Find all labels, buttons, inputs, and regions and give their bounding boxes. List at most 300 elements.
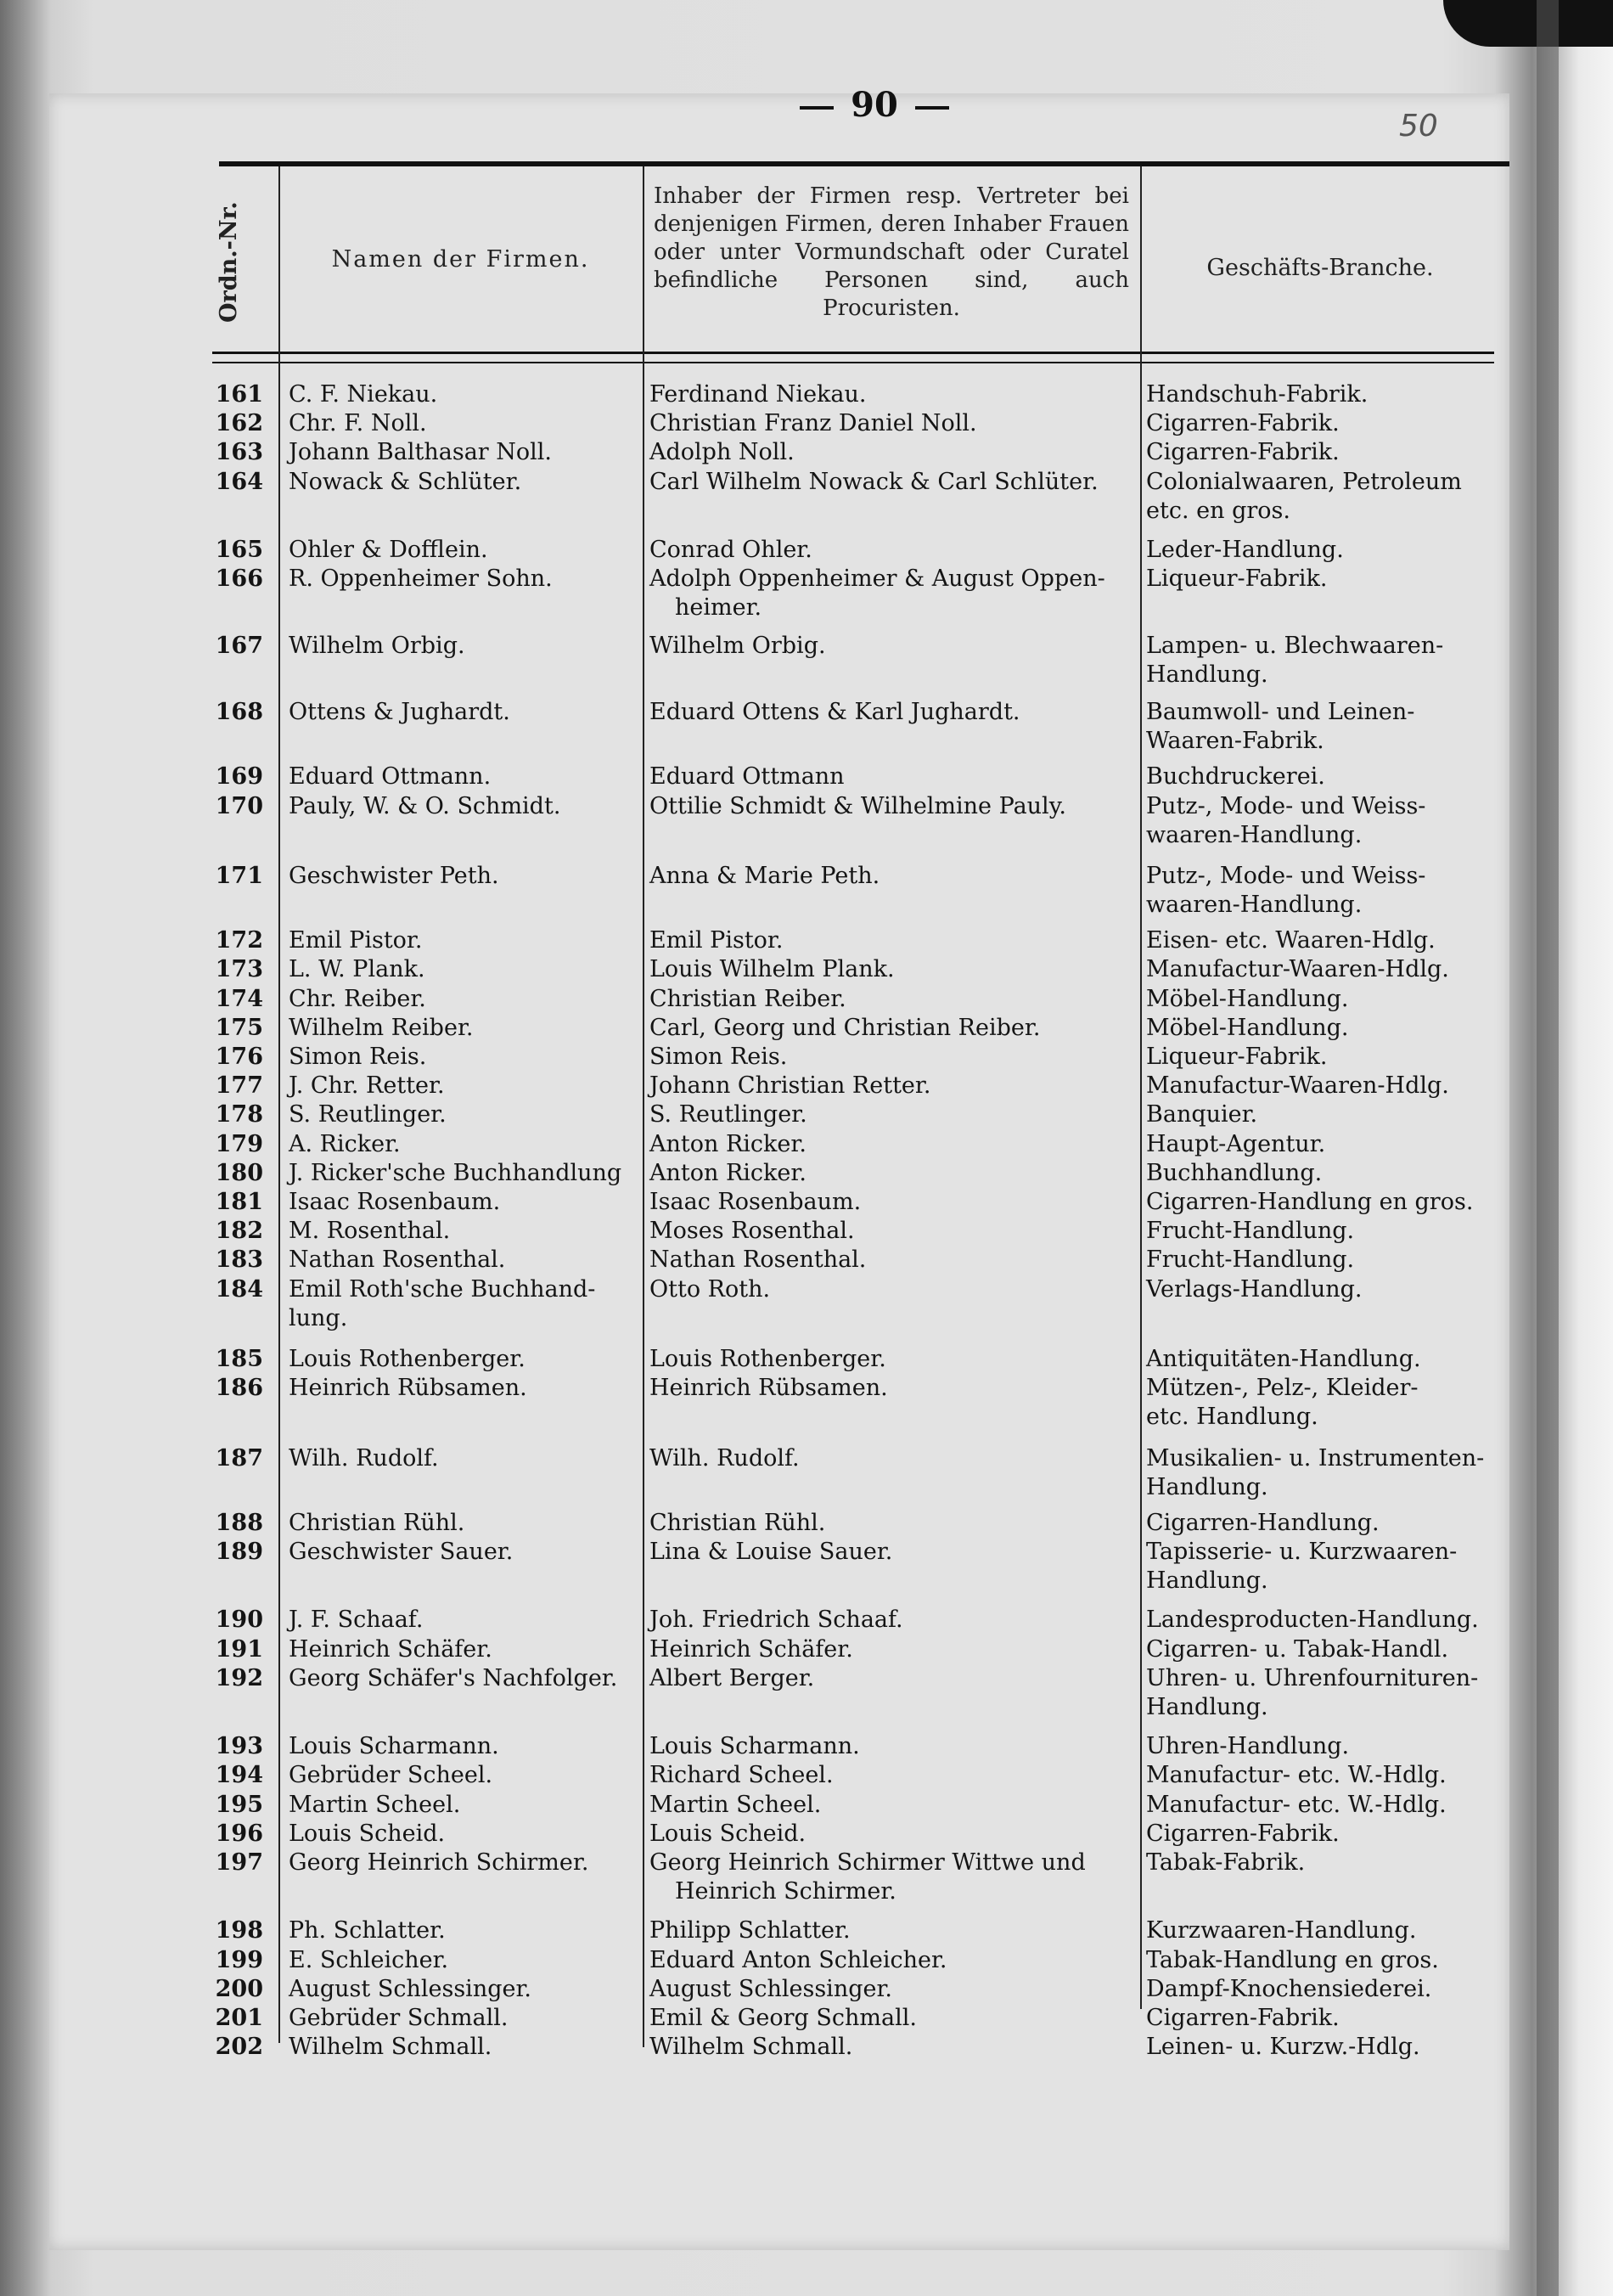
firm-name [289, 1916, 637, 1945]
owner-name-line: Louis Wilhelm Plank. [649, 956, 895, 983]
business-branch [1146, 1946, 1494, 1975]
firm-name-line: Louis Scheid. [289, 1820, 446, 1847]
table-row [170, 1606, 1494, 1635]
firm-name [289, 409, 637, 438]
firm-name [289, 1664, 637, 1693]
row-number: 170 [215, 792, 263, 819]
business-branch-line: Cigarren-Handlung en gros. [1146, 1188, 1474, 1215]
firm-name-line: Nathan Rosenthal. [289, 1246, 506, 1274]
table-row [170, 438, 1494, 467]
business-branch-line: waaren-Handlung. [1146, 891, 1363, 918]
owner-name [649, 1374, 1146, 1403]
business-branch [1146, 1275, 1494, 1304]
firm-name-line: Wilhelm Reiber. [289, 1014, 474, 1041]
column-header-branch: Geschäfts-Branche. [1206, 255, 1434, 281]
row-number: 194 [215, 1762, 263, 1789]
owner-name [649, 698, 1146, 727]
row-number: 162 [215, 410, 263, 437]
owner-name [649, 1732, 1146, 1761]
firm-name-line: J. Ricker'sche Buchhandlung [289, 1159, 622, 1186]
firm-register-table [170, 380, 1494, 2062]
business-branch-line: Frucht-Handlung. [1146, 1246, 1355, 1274]
column-header-ordn: Ordn.-Nr. [216, 201, 242, 323]
business-branch [1146, 1130, 1494, 1159]
header-double-rule [212, 352, 1494, 354]
business-branch [1146, 763, 1494, 791]
firm-name-line: Georg Schäfer's Nachfolger. [289, 1664, 618, 1691]
business-branch-line: Banquier. [1146, 1101, 1258, 1128]
row-number: 179 [215, 1130, 263, 1157]
business-branch-line: Handlung. [1146, 1567, 1268, 1595]
owner-name [649, 565, 1146, 622]
business-branch-line: Manufactur-Waaren-Hdlg. [1146, 956, 1449, 983]
firm-name [289, 985, 637, 1014]
business-branch-line: Buchhandlung. [1146, 1159, 1323, 1186]
business-branch-line: Antiquitäten-Handlung. [1146, 1345, 1421, 1372]
firm-name-line: Wilhelm Schmall. [289, 2034, 492, 2061]
firm-name [289, 698, 637, 727]
firm-name [289, 1217, 637, 1246]
business-branch [1146, 1538, 1494, 1595]
business-branch-line: Liqueur-Fabrik. [1146, 1044, 1328, 1071]
firm-name [289, 1043, 637, 1072]
owner-name-line: Carl, Georg und Christian Reiber. [649, 1014, 1041, 1041]
firm-name-line: August Schlessinger. [289, 1975, 531, 2002]
firm-name-line: lung. [289, 1304, 348, 1331]
firm-name-line: C. F. Niekau. [289, 381, 438, 408]
business-branch [1146, 536, 1494, 565]
owner-name-line: Simon Reis. [649, 1044, 788, 1071]
business-branch [1146, 2004, 1494, 2033]
firm-name-line: J. Chr. Retter. [289, 1072, 445, 1100]
business-branch-line: Kurzwaaren-Handlung. [1146, 1917, 1417, 1944]
business-branch-line: Frucht-Handlung. [1146, 1218, 1355, 1245]
owner-name-line: Wilhelm Schmall. [649, 2034, 853, 2061]
owner-name-line: Christian Rühl. [649, 1509, 826, 1536]
table-row [170, 1246, 1494, 1275]
business-branch [1146, 1188, 1494, 1217]
business-branch-line: Musikalien- u. Instrumenten- [1146, 1444, 1485, 1472]
owner-name-line: Anna & Marie Peth. [649, 862, 880, 889]
business-branch [1146, 380, 1494, 409]
business-branch-line: etc. Handlung. [1146, 1404, 1318, 1431]
firm-name-line: M. Rosenthal. [289, 1218, 451, 1245]
table-row [170, 1975, 1494, 2004]
owner-name [649, 1975, 1146, 2004]
owner-name-line: Georg Heinrich Schirmer Wittwe und [649, 1849, 1086, 1876]
firm-name [289, 565, 637, 594]
business-branch-line: Putz-, Mode- und Weiss- [1146, 862, 1426, 889]
owner-name [649, 1043, 1146, 1072]
table-row [170, 1159, 1494, 1188]
owner-name [649, 1345, 1146, 1374]
firm-name-line: Nowack & Schlüter. [289, 468, 522, 495]
firm-name-line: E. Schleicher. [289, 1946, 449, 1973]
table-row [170, 468, 1494, 526]
row-number: 185 [215, 1345, 263, 1372]
business-branch-line: Tabak-Handlung en gros. [1146, 1946, 1439, 1973]
owner-name [649, 409, 1146, 438]
table-row [170, 1849, 1494, 1906]
owner-name-line: Otto Roth. [649, 1275, 771, 1303]
table-row [170, 985, 1494, 1014]
owner-name [649, 1849, 1146, 1906]
row-number: 172 [215, 927, 263, 954]
firm-name-line: Gebrüder Schmall. [289, 2004, 509, 2031]
business-branch-line: Colonialwaaren, Petroleum [1146, 468, 1462, 495]
firm-name-line: Chr. F. Noll. [289, 410, 427, 437]
firm-name [289, 1444, 637, 1473]
business-branch-line: Leder-Handlung. [1146, 536, 1344, 563]
firm-name [289, 1100, 637, 1129]
firm-name-line: Emil Pistor. [289, 927, 423, 954]
firm-name-line: Louis Scharmann. [289, 1733, 499, 1760]
business-branch [1146, 632, 1494, 689]
row-number: 192 [215, 1664, 263, 1691]
table-row [170, 1444, 1494, 1502]
row-number: 171 [215, 862, 263, 889]
owner-name-line: Martin Scheel. [649, 1791, 822, 1818]
owner-name-line: Ferdinand Niekau. [649, 381, 867, 408]
business-branch [1146, 468, 1494, 526]
business-branch [1146, 1635, 1494, 1664]
row-number: 178 [215, 1101, 263, 1128]
table-row [170, 1509, 1494, 1538]
row-number: 202 [215, 2034, 263, 2061]
row-number: 197 [215, 1849, 263, 1876]
owner-name-line: Joh. Friedrich Schaaf. [649, 1607, 903, 1634]
table-row [170, 1188, 1494, 1217]
bookmark-thread [1443, 0, 1613, 47]
table-row [170, 1791, 1494, 1820]
owner-name [649, 862, 1146, 891]
owner-name-line: Christian Franz Daniel Noll. [649, 410, 977, 437]
row-number: 187 [215, 1444, 263, 1472]
owner-name [649, 632, 1146, 661]
owner-name [649, 1444, 1146, 1473]
table-top-rule [219, 161, 1509, 166]
firm-name [289, 763, 637, 791]
owner-name-line: Louis Scheid. [649, 1820, 806, 1847]
firm-name-line: Geschwister Peth. [289, 862, 499, 889]
business-branch [1146, 1849, 1494, 1877]
firm-name [289, 1946, 637, 1975]
firm-name-line: Gebrüder Scheel. [289, 1762, 493, 1789]
firm-name-line: Eduard Ottmann. [289, 763, 492, 791]
table-row [170, 1130, 1494, 1159]
firm-name [289, 1849, 637, 1877]
business-branch-line: Handschuh-Fabrik. [1146, 381, 1369, 408]
business-branch [1146, 1916, 1494, 1945]
firm-name [289, 1509, 637, 1538]
page-number-header [764, 85, 985, 136]
row-number: 184 [215, 1275, 263, 1303]
firm-name [289, 1130, 637, 1159]
table-row [170, 1761, 1494, 1790]
business-branch-line: Manufactur-Waaren-Hdlg. [1146, 1072, 1449, 1100]
owner-name-line: Adolph Oppenheimer & August Oppen- [649, 566, 1105, 593]
business-branch [1146, 1606, 1494, 1635]
row-number: 166 [215, 566, 263, 593]
table-row [170, 763, 1494, 791]
firm-name-line: Heinrich Rübsamen. [289, 1375, 527, 1402]
firm-name-line: Chr. Reiber. [289, 985, 426, 1012]
firm-name [289, 1791, 637, 1820]
row-number: 169 [215, 763, 263, 791]
firm-name-line: Simon Reis. [289, 1044, 427, 1071]
owner-name [649, 1606, 1146, 1635]
owner-name [649, 2004, 1146, 2033]
firm-name-line: Emil Roth'sche Buchhand- [289, 1275, 596, 1303]
row-number: 195 [215, 1791, 263, 1818]
business-branch-line: Uhren- u. Uhrenfournituren- [1146, 1664, 1479, 1691]
page-number: 90 [851, 85, 898, 125]
firm-name [289, 926, 637, 955]
owner-name [649, 1761, 1146, 1790]
owner-name [649, 1014, 1146, 1043]
firm-name [289, 2004, 637, 2033]
business-branch-line: Liqueur-Fabrik. [1146, 566, 1328, 593]
table-row [170, 409, 1494, 438]
table-row [170, 1100, 1494, 1129]
business-branch-line: Verlags-Handlung. [1146, 1275, 1363, 1303]
business-branch [1146, 1072, 1494, 1100]
business-branch-line: Lampen- u. Blechwaaren- [1146, 632, 1444, 659]
owner-name-line: Eduard Ottens & Karl Jughardt. [649, 698, 1020, 725]
business-branch-line: Möbel-Handlung. [1146, 1014, 1349, 1041]
firm-name-line: L. W. Plank. [289, 956, 425, 983]
business-branch-line: Cigarren-Fabrik. [1146, 439, 1340, 466]
table-row [170, 1014, 1494, 1043]
header-double-rule-lower [212, 362, 1494, 363]
firm-name-line: A. Ricker. [289, 1130, 401, 1157]
business-branch [1146, 565, 1494, 594]
owner-name-line: Eduard Ottmann [649, 763, 845, 791]
business-branch-line: Manufactur- etc. W.-Hdlg. [1146, 1762, 1447, 1789]
business-branch [1146, 1975, 1494, 2004]
row-number: 201 [215, 2004, 263, 2031]
business-branch [1146, 1246, 1494, 1275]
table-row [170, 698, 1494, 756]
owner-name-line: Emil & Georg Schmall. [649, 2004, 917, 2031]
firm-name-line: Isaac Rosenbaum. [289, 1188, 501, 1215]
firm-name [289, 1072, 637, 1100]
row-number: 168 [215, 698, 263, 725]
business-branch-line: Tabak-Fabrik. [1146, 1849, 1306, 1876]
row-number: 200 [215, 1975, 263, 2002]
owner-name [649, 1217, 1146, 1246]
table-row [170, 862, 1494, 920]
business-branch-line: Handlung. [1146, 1693, 1268, 1720]
firm-name [289, 1732, 637, 1761]
business-branch-line: Cigarren- u. Tabak-Handl. [1146, 1635, 1449, 1663]
column-header-owner: Inhaber der Firmen resp. Vertreter bei denjenigen Firmen, deren Inhaber Frauen oder unter Vormundschaft oder Curatel befindliche Personen sind, auch Procuristen. [654, 183, 1129, 321]
row-number: 165 [215, 536, 263, 563]
owner-name-line: Lina & Louise Sauer. [649, 1539, 893, 1566]
firm-name [289, 1188, 637, 1217]
table-row [170, 1043, 1494, 1072]
firm-name-line: Christian Rühl. [289, 1509, 465, 1536]
business-branch-line: Putz-, Mode- und Weiss- [1146, 792, 1426, 819]
owner-name-line: Isaac Rosenbaum. [649, 1188, 862, 1215]
business-branch-line: Eisen- etc. Waaren-Hdlg. [1146, 927, 1436, 954]
business-branch-line: Haupt-Agentur. [1146, 1130, 1326, 1157]
table-row [170, 1374, 1494, 1432]
business-branch [1146, 862, 1494, 920]
firm-name-line: Heinrich Schäfer. [289, 1635, 492, 1663]
firm-name [289, 1606, 637, 1635]
business-branch [1146, 792, 1494, 850]
table-row [170, 2033, 1494, 2062]
business-branch [1146, 1444, 1494, 1502]
business-branch [1146, 926, 1494, 955]
firm-name-line: Louis Rothenberger. [289, 1345, 525, 1372]
owner-name [649, 1791, 1146, 1820]
owner-name [649, 763, 1146, 791]
owner-name-line: Louis Rothenberger. [649, 1345, 886, 1372]
owner-name [649, 1246, 1146, 1275]
firm-name-line: R. Oppenheimer Sohn. [289, 566, 553, 593]
firm-name-line: Wilh. Rudolf. [289, 1444, 439, 1472]
table-row [170, 2004, 1494, 2033]
row-number: 188 [215, 1509, 263, 1536]
row-number: 182 [215, 1218, 263, 1245]
firm-name-line: Wilhelm Orbig. [289, 632, 465, 659]
row-number: 164 [215, 468, 263, 495]
table-row [170, 1916, 1494, 1945]
owner-name [649, 380, 1146, 409]
firm-name [289, 1159, 637, 1188]
owner-name [649, 1188, 1146, 1217]
table-row [170, 565, 1494, 622]
owner-name-line: Moses Rosenthal. [649, 1218, 855, 1245]
firm-name [289, 792, 637, 821]
row-number: 180 [215, 1159, 263, 1186]
firm-name [289, 1014, 637, 1043]
owner-name-line: S. Reutlinger. [649, 1101, 807, 1128]
business-branch-line: Buchdruckerei. [1146, 763, 1325, 791]
business-branch [1146, 955, 1494, 984]
business-branch [1146, 1509, 1494, 1538]
owner-name-line: August Schlessinger. [649, 1975, 892, 2002]
firm-name [289, 632, 637, 661]
table-row [170, 380, 1494, 409]
business-branch [1146, 1761, 1494, 1790]
owner-name-line: Conrad Ohler. [649, 536, 812, 563]
owner-name [649, 1509, 1146, 1538]
business-branch-line: Handlung. [1146, 1473, 1268, 1500]
owner-name-line: Louis Scharmann. [649, 1733, 860, 1760]
owner-name [649, 536, 1146, 565]
owner-name [649, 468, 1146, 497]
business-branch [1146, 1732, 1494, 1761]
firm-name-line: S. Reutlinger. [289, 1101, 447, 1128]
business-branch-line: Dampf-Knochensiederei. [1146, 1975, 1432, 2002]
owner-name [649, 438, 1146, 467]
business-branch-line: etc. en gros. [1146, 497, 1290, 524]
firm-name-line: Georg Heinrich Schirmer. [289, 1849, 589, 1876]
owner-name-line: Wilhelm Orbig. [649, 632, 826, 659]
firm-name [289, 1345, 637, 1374]
firm-name [289, 438, 637, 467]
table-row [170, 632, 1494, 689]
firm-name [289, 1820, 637, 1849]
firm-name [289, 1275, 637, 1333]
table-row [170, 1820, 1494, 1849]
firm-name [289, 1538, 637, 1567]
business-branch-line: waaren-Handlung. [1146, 821, 1363, 848]
firm-name-line: Johann Balthasar Noll. [289, 439, 553, 466]
business-branch [1146, 438, 1494, 467]
business-branch [1146, 1100, 1494, 1129]
row-number: 175 [215, 1014, 263, 1041]
business-branch [1146, 1159, 1494, 1188]
row-number: 167 [215, 632, 263, 659]
owner-name-line: Carl Wilhelm Nowack & Carl Schlüter. [649, 468, 1099, 495]
owner-name-line: heimer. [675, 594, 762, 622]
firm-name-line: Geschwister Sauer. [289, 1539, 514, 1566]
owner-name [649, 792, 1146, 821]
table-row [170, 1635, 1494, 1664]
owner-name-line: Anton Ricker. [649, 1130, 806, 1157]
owner-name-line: Eduard Anton Schleicher. [649, 1946, 947, 1973]
owner-name [649, 1275, 1146, 1304]
owner-name [649, 1916, 1146, 1945]
owner-name [649, 926, 1146, 955]
business-branch [1146, 1374, 1494, 1432]
business-branch [1146, 2033, 1494, 2062]
owner-name [649, 985, 1146, 1014]
handwritten-page-note: 50 [1399, 109, 1438, 144]
owner-name-line: Heinrich Schäfer. [649, 1635, 853, 1663]
row-number: 176 [215, 1044, 263, 1071]
row-number: 190 [215, 1607, 263, 1634]
firm-name-line: Pauly, W. & O. Schmidt. [289, 792, 561, 819]
owner-name [649, 1538, 1146, 1567]
owner-name-line: Nathan Rosenthal. [649, 1246, 867, 1274]
business-branch-line: Uhren-Handlung. [1146, 1733, 1350, 1760]
firm-name-line: Martin Scheel. [289, 1791, 461, 1818]
business-branch-line: Cigarren-Fabrik. [1146, 410, 1340, 437]
business-branch [1146, 1664, 1494, 1722]
firm-name [289, 468, 637, 497]
business-branch-line: Baumwoll- und Leinen- [1146, 698, 1415, 725]
firm-name-line: Ph. Schlatter. [289, 1917, 446, 1944]
page-binding-edge [1537, 0, 1559, 2296]
owner-name-line: Richard Scheel. [649, 1762, 834, 1789]
owner-name-line: Ottilie Schmidt & Wilhelmine Pauly. [649, 792, 1066, 819]
row-number: 191 [215, 1635, 263, 1663]
firm-name [289, 862, 637, 891]
firm-name [289, 1975, 637, 2004]
owner-name [649, 2033, 1146, 2062]
business-branch-line: Manufactur- etc. W.-Hdlg. [1146, 1791, 1447, 1818]
business-branch [1146, 1217, 1494, 1246]
firm-name [289, 955, 637, 984]
table-row [170, 1217, 1494, 1246]
firm-name [289, 1374, 637, 1403]
firm-name-line: J. F. Schaaf. [289, 1607, 424, 1634]
owner-name [649, 1100, 1146, 1129]
row-number: 183 [215, 1246, 263, 1274]
firm-name [289, 2033, 637, 2062]
owner-name [649, 1159, 1146, 1188]
column-header-names: Namen der Firmen. [331, 246, 590, 273]
table-row [170, 1732, 1494, 1761]
owner-name [649, 1635, 1146, 1664]
business-branch [1146, 409, 1494, 438]
business-branch-line: Möbel-Handlung. [1146, 985, 1349, 1012]
